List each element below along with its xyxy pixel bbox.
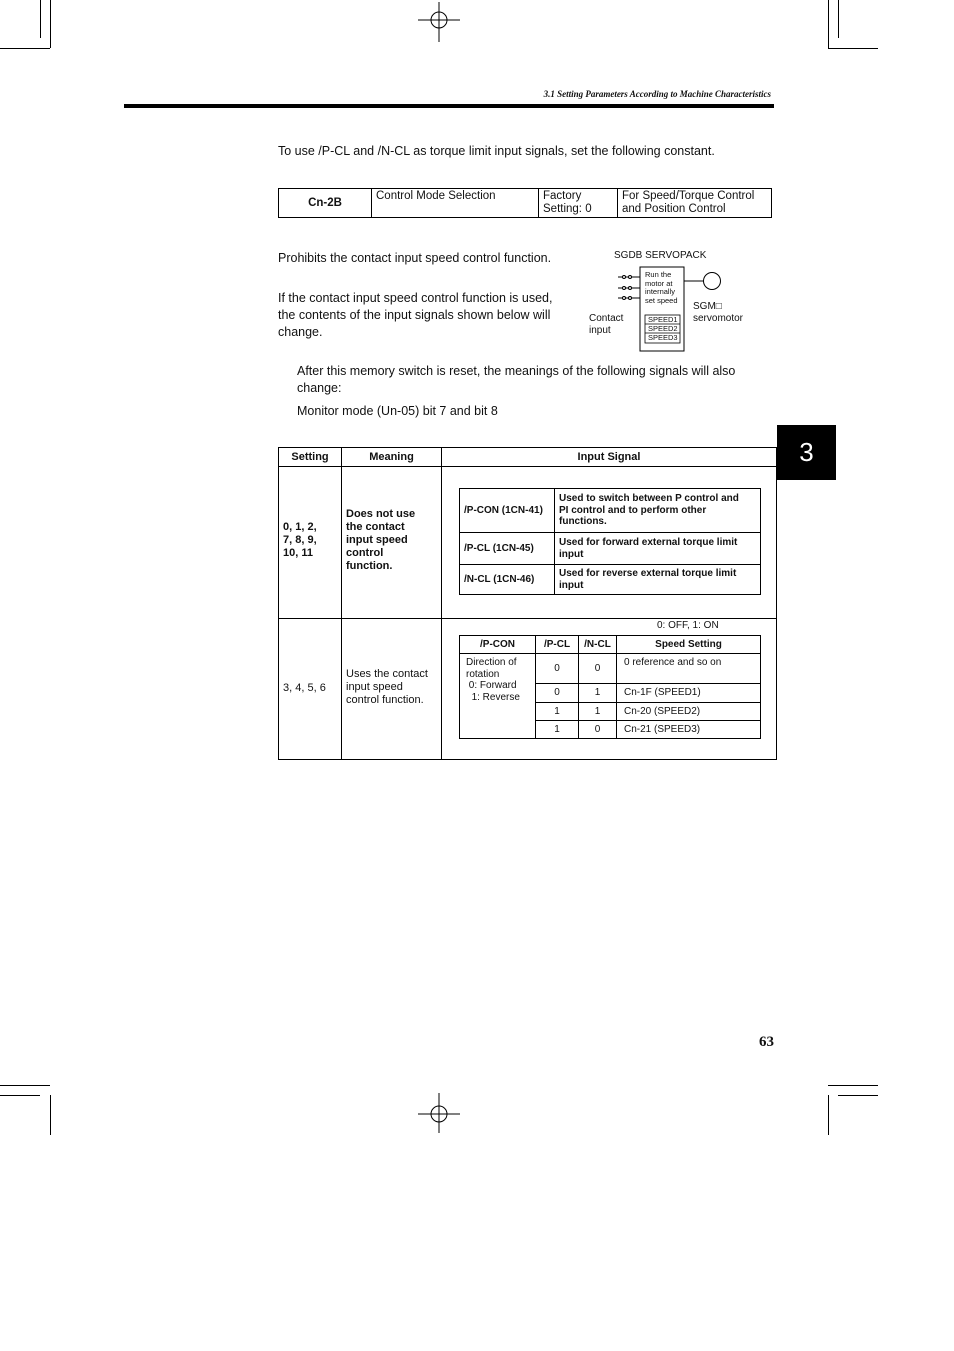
col-ncl: /N-CL bbox=[579, 636, 617, 654]
row1-meaning: Does not use the contact input speed control function. bbox=[346, 508, 416, 572]
intro-text: To use /P-CL and /N-CL as torque limit input signals, set the following constant. bbox=[278, 144, 715, 158]
signal-name: /N-CL (1CN-46) bbox=[460, 565, 555, 595]
pcl-value: 1 bbox=[536, 703, 579, 721]
servopack-label: SGDB SERVOPACK bbox=[614, 250, 707, 261]
ncl-value: 1 bbox=[579, 703, 617, 721]
speed-value: Cn-1F (SPEED1) bbox=[617, 684, 761, 703]
registration-mark-bottom bbox=[418, 1093, 460, 1133]
run-internal-speed-label: Run the motor at internally set speed bbox=[645, 270, 678, 305]
memory-switch-note: After this memory switch is reset, the meanings of the following signals will also change: bbox=[297, 364, 736, 395]
direction-of-rotation: Direction of rotation 0: Forward 1: Reverse bbox=[460, 654, 536, 739]
row1-setting: 0, 1, 2, 7, 8, 9, 10, 11 bbox=[283, 521, 317, 559]
page-number: 63 bbox=[759, 1034, 774, 1050]
speed2-label: SPEED2 bbox=[648, 324, 678, 333]
row2-setting: 3, 4, 5, 6 bbox=[283, 682, 326, 694]
speed-value: 0 reference and so on bbox=[617, 654, 761, 684]
speed1-label: SPEED1 bbox=[648, 315, 678, 324]
signal-desc: Used to switch between P control and PI control and to perform other functions. bbox=[555, 489, 761, 533]
ncl-value: 0 bbox=[579, 721, 617, 739]
monitor-mode-note: Monitor mode (Un-05) bit 7 and bit 8 bbox=[297, 404, 498, 418]
speed-value: Cn-21 (SPEED3) bbox=[617, 721, 761, 739]
signal-table bbox=[459, 488, 761, 595]
chapter-tab: 3 bbox=[777, 425, 836, 480]
body-paragraph-1: Prohibits the contact input speed control function. bbox=[278, 251, 552, 265]
control-mode-table bbox=[278, 447, 777, 760]
signal-name: /P-CL (1CN-45) bbox=[460, 533, 555, 565]
ncl-value: 0 bbox=[579, 654, 617, 684]
body-paragraph-2: If the contact input speed control function is used, the contents of the input signals shown below will change. bbox=[278, 291, 553, 339]
signal-name: /P-CON (1CN-41) bbox=[460, 489, 555, 533]
signal-row bbox=[460, 565, 761, 595]
speed-value: Cn-20 (SPEED2) bbox=[617, 703, 761, 721]
signal-desc: Used for reverse external torque limit input bbox=[555, 565, 761, 595]
param-name: Control Mode Selection bbox=[372, 189, 539, 218]
pcl-value: 1 bbox=[536, 721, 579, 739]
parameter-table bbox=[278, 188, 772, 218]
param-applies: For Speed/Torque Control and Position Control bbox=[618, 189, 772, 218]
pcl-value: 0 bbox=[536, 684, 579, 703]
speed-table-header bbox=[460, 636, 761, 654]
speed-setting-table bbox=[459, 635, 761, 739]
param-code: Cn-2B bbox=[279, 189, 372, 218]
signal-desc: Used for forward external torque limit input bbox=[555, 533, 761, 565]
servomotor-label: SGM□ servomotor bbox=[693, 301, 744, 324]
contact-input-label: Contact input bbox=[589, 313, 624, 336]
header-input-signal: Input Signal bbox=[442, 448, 776, 467]
signal-row bbox=[460, 533, 761, 565]
signal-row bbox=[460, 489, 761, 533]
header-meaning: Meaning bbox=[342, 448, 441, 467]
header-setting: Setting bbox=[279, 448, 341, 467]
col-pcl: /P-CL bbox=[536, 636, 579, 654]
col-pcon: /P-CON bbox=[460, 636, 536, 654]
param-factory: Factory Setting: 0 bbox=[539, 189, 618, 218]
ncl-value: 1 bbox=[579, 684, 617, 703]
header-rule bbox=[124, 104, 774, 108]
row2-meaning: Uses the contact input speed control function. bbox=[346, 668, 428, 706]
col-speed-setting: Speed Setting bbox=[617, 636, 761, 654]
speed3-label: SPEED3 bbox=[648, 333, 678, 342]
registration-mark-top bbox=[418, 2, 460, 42]
pcl-value: 0 bbox=[536, 654, 579, 684]
running-head: 3.1 Setting Parameters According to Machine Characteristics bbox=[543, 89, 771, 99]
legend-off-on: 0: OFF, 1: ON bbox=[657, 620, 719, 631]
speed-row bbox=[460, 654, 761, 684]
